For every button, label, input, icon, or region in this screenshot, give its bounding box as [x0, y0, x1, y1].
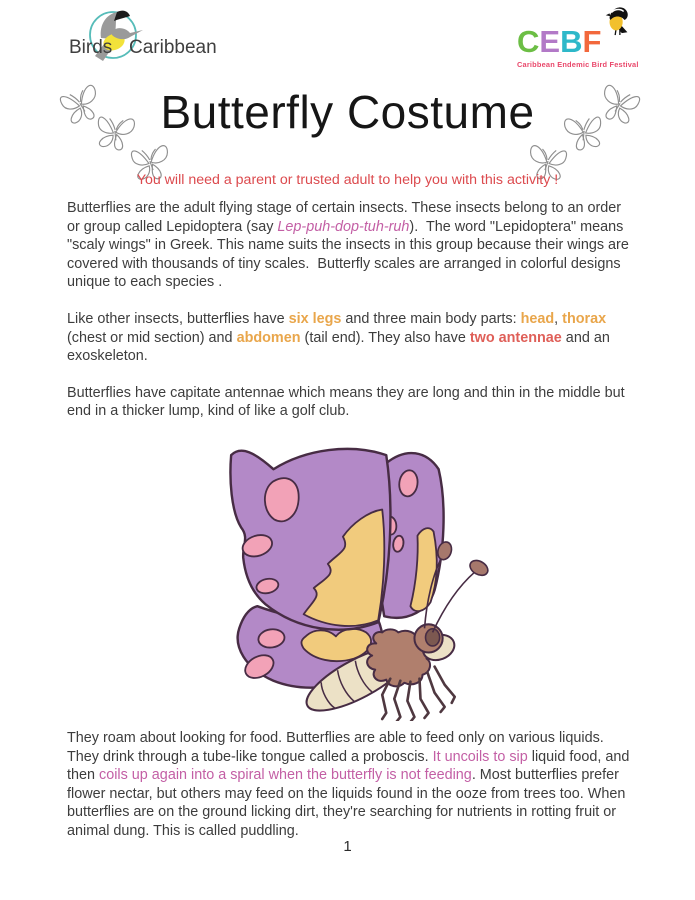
- paragraph-antennae: Butterflies have capitate antennae which means they are long and thin in the middle but end in a thicker lump, kind of like a golf club.: [67, 384, 629, 420]
- cebf-letters: CEBF: [517, 24, 602, 59]
- logo-word-birds: Birds: [69, 37, 113, 58]
- adult-supervision-warning: You will need a parent or trusted adult to help you with this activity !: [136, 172, 559, 188]
- paragraph-feeding: They roam about looking for food. Butterflies are able to feed only on various liquids. They drink through a tube-like tongue called a proboscis. It uncoils to sip liquid food, and then coils up again into a spiral when the butterfly is not feeding. Most butterflies prefer flower nectar, but others may feed on the liquids found in the ooze from trees too. When butterflies are on the ground licking dirt, they're searching for nutrients in rotting fruit or animal dung. This is called puddling.: [67, 729, 634, 839]
- paragraph-body-parts: Like other insects, butterflies have six legs and three main body parts: head, thorax (chest or mid section) and abdomen (tail end). They also have two antennae and an exoskeleton.: [67, 310, 614, 365]
- logo-word-caribbean: Caribbean: [129, 37, 217, 58]
- paragraph-intro: Butterflies are the adult flying stage of certain insects. These insects belong to an order or group called Lepidoptera (say Lep-puh-dop-tuh-ruh). The word "Lepidoptera" means "scaly wings" in Greek. This name suits the insects in this group because their wings are covered with thousands of tiny scales. Butterfly scales are arranged in colorful designs unique to each species .: [67, 200, 633, 291]
- page-title: Butterfly Costume: [160, 86, 535, 138]
- cebf-logo: [517, 4, 637, 70]
- cebf-subtitle: Caribbean Endemic Bird Festival: [517, 60, 639, 69]
- birds-caribbean-logo: [55, 6, 230, 68]
- bananaquit-bird-icon: [605, 4, 631, 36]
- page-number: 1: [343, 838, 352, 855]
- document-body: [67, 199, 634, 859]
- butterfly-illustration: [184, 439, 518, 721]
